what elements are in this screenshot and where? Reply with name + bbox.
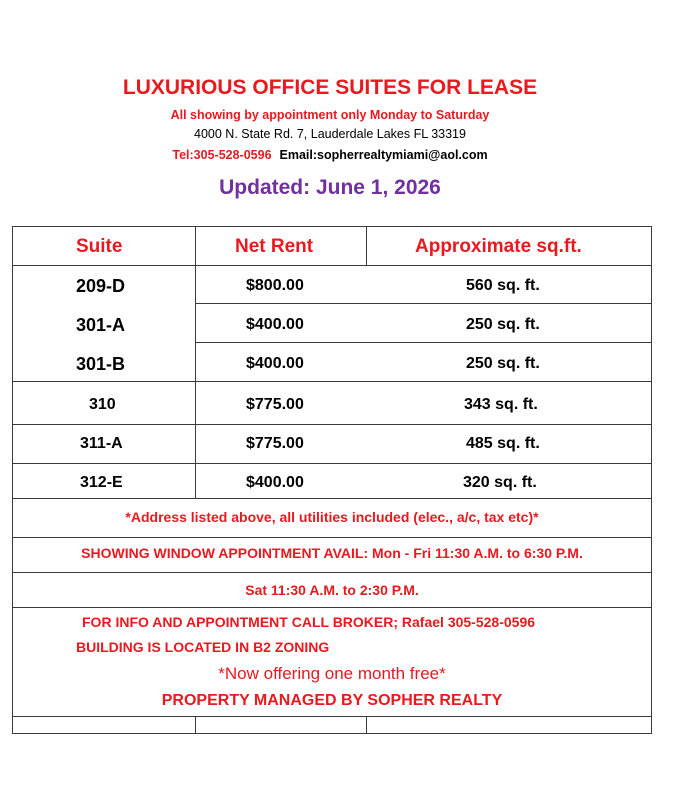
table-row-sqft: 343 sq. ft. [464, 396, 538, 413]
row-line-3 [12, 381, 652, 382]
col-divider-2-header [366, 226, 367, 266]
updated-date: Updated: June 1, 2026 [219, 176, 441, 199]
col-header-rent: Net Rent [235, 236, 314, 257]
table-row-rent: $400.00 [246, 355, 304, 372]
row-line-1 [195, 303, 652, 304]
col-divider-1 [195, 226, 196, 498]
col-header-sqft: Approximate sq.ft. [415, 236, 582, 257]
row-line-4 [12, 424, 652, 425]
row-line-6 [12, 498, 652, 499]
table-row-sqft: 250 sq. ft. [466, 316, 540, 333]
table-row-suite: 209-D [76, 276, 126, 296]
page-title: LUXURIOUS OFFICE SUITES FOR LEASE [122, 76, 538, 99]
table-border-top [12, 226, 652, 227]
table-row-suite: 310 [89, 396, 116, 413]
row-line-5 [12, 463, 652, 464]
address: 4000 N. State Rd. 7, Lauderdale Lakes FL 33319 [194, 127, 466, 141]
header-row-line [12, 265, 652, 266]
note-line-4 [12, 716, 652, 717]
showing-note: All showing by appointment only Monday to Saturday [170, 108, 490, 122]
phone: Tel:305-528-0596 [172, 148, 272, 162]
table-row-sqft: 320 sq. ft. [463, 474, 537, 491]
table-row-rent: $800.00 [246, 277, 304, 294]
showing-window-note: SHOWING WINDOW APPOINTMENT AVAIL: Mon - Fri 11:30 A.M. to 6:30 P.M. [81, 545, 583, 561]
table-border-left [12, 226, 13, 734]
table-row-rent: $400.00 [246, 316, 304, 333]
broker-contact: FOR INFO AND APPOINTMENT CALL BROKER; Rafael 305-528-0596 [82, 614, 536, 630]
table-border-bottom [12, 733, 652, 734]
note-line-1 [12, 537, 652, 538]
table-row-suite: 312-E [80, 474, 123, 491]
note-line-3 [12, 607, 652, 608]
col-header-suite: Suite [76, 236, 123, 257]
table-row-sqft: 485 sq. ft. [466, 435, 540, 452]
col-divider-2-bottom [366, 716, 367, 734]
table-row-suite: 301-B [76, 354, 126, 374]
managed-by-note: PROPERTY MANAGED BY SOPHER REALTY [161, 692, 503, 709]
table-row-rent: $775.00 [246, 435, 304, 452]
table-row-sqft: 560 sq. ft. [466, 277, 540, 294]
table-row-suite: 301-A [76, 315, 126, 335]
email: Email:sopherrealtymiami@aol.com [279, 148, 488, 162]
table-row-rent: $775.00 [246, 396, 304, 413]
zoning-note: BUILDING IS LOCATED IN B2 ZONING [76, 639, 330, 655]
table-row-sqft: 250 sq. ft. [466, 355, 540, 372]
table-row-suite: 311-A [80, 435, 123, 452]
offer-note: *Now offering one month free* [218, 664, 446, 683]
utilities-note: *Address listed above, all utilities included (elec., a/c, tax etc)* [125, 509, 539, 525]
saturday-hours: Sat 11:30 A.M. to 2:30 P.M. [245, 582, 419, 598]
table-row-rent: $400.00 [246, 474, 304, 491]
row-line-2 [195, 342, 652, 343]
col-divider-1-bottom [195, 716, 196, 734]
note-line-2 [12, 572, 652, 573]
